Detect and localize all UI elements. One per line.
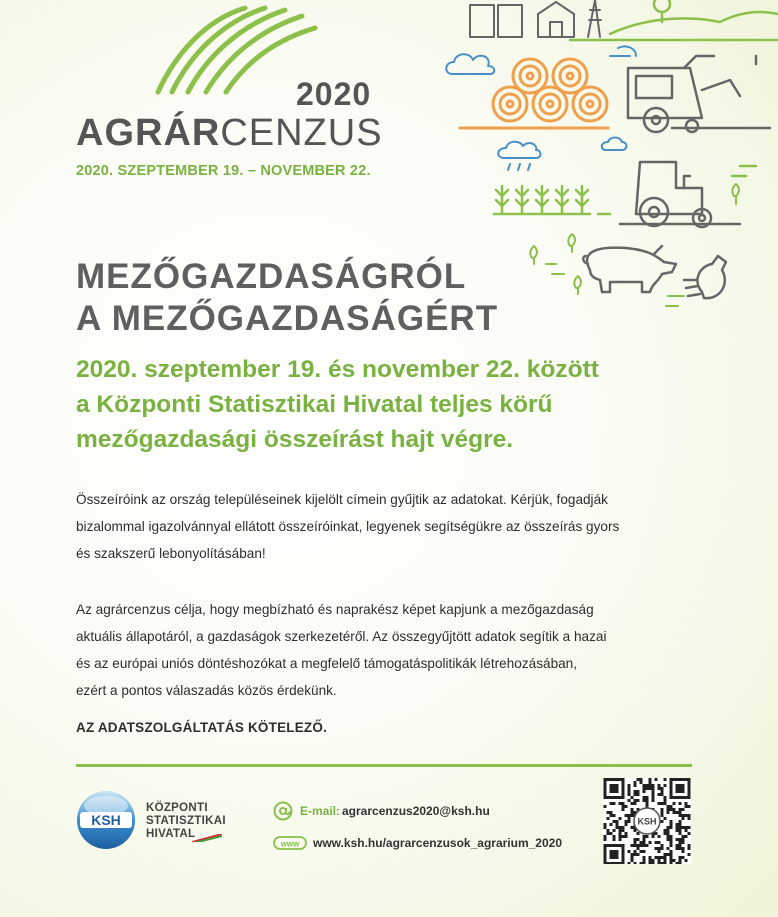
subhead-line-3: mezőgazdasági összeírást hajt végre. (76, 426, 514, 453)
website-link[interactable]: www.ksh.hu/agrarcenzusok_agrarium_2020 (313, 836, 562, 850)
para1-line-3: és szakszerű lebonyolításában! (76, 546, 266, 561)
subhead-line-1: 2020. szeptember 19. és november 22. között (76, 356, 599, 383)
sprout-icon (530, 234, 684, 306)
para2-line-1: Az agrárcenzus célja, hogy megbízható és naprakész képet kapjunk a mezőgazdaság (76, 602, 594, 617)
www-icon (273, 835, 307, 851)
at-sign-icon (273, 801, 293, 821)
pig-icon (583, 246, 676, 292)
para1-line-1: Összeíróink az ország településeinek kijelölt címein gyűjtik az adatokat. Kérjük, fogadják (76, 492, 608, 507)
subheading (76, 352, 636, 457)
ksh-name-line-3: HIVATAL (146, 828, 196, 840)
email-link[interactable]: agrarcenzus2020@ksh.hu (342, 804, 490, 818)
ksh-logo-icon (76, 790, 136, 850)
ksh-name-line-1: KÖZPONTI (146, 802, 208, 814)
para2-line-2: aktuális állapotáról, a gazdaságok szerkezetéről. Az összegyűjtött adatok segítik a hazai (76, 629, 607, 644)
silos-icon (470, 0, 601, 37)
agrarcenzus-logo-swoosh (150, 0, 320, 95)
leaf-icon (732, 184, 739, 204)
logo-word-strong: AGRÁR (76, 112, 221, 154)
harvester-icon (628, 56, 770, 132)
hen-icon (684, 256, 726, 298)
crops-icon (494, 166, 756, 214)
main-headline (76, 256, 498, 340)
logo-wordmark (76, 112, 383, 155)
mandatory-notice: AZ ADATSZOLGÁLTATÁS KÖTELEZŐ. (76, 720, 328, 735)
hungarian-flag-stripe-icon (192, 834, 222, 842)
para2-line-4: ezért a pontos válaszadás közös érdekünk. (76, 683, 337, 698)
footer-divider (76, 764, 692, 767)
body-paragraph-1 (76, 486, 686, 567)
census-dates: 2020. SZEPTEMBER 19. – NOVEMBER 22. (76, 163, 371, 179)
headline-line-1: MEZŐGAZDASÁGRÓL (76, 257, 467, 296)
qr-code-icon (603, 778, 691, 864)
body-paragraph-2 (76, 596, 686, 704)
headline-line-2: A MEZŐGAZDASÁGÉRT (76, 299, 499, 338)
hay-bales-icon (460, 59, 608, 128)
logo-word-light: CENZUS (220, 112, 383, 154)
www-icon-text: www (280, 839, 300, 849)
ksh-badge-text: KSH (91, 812, 121, 828)
logo-year: 2020 (296, 76, 372, 112)
ksh-name-line-2: STATISZTIKAI (146, 815, 226, 827)
email-label: E-mail: (300, 804, 341, 818)
subhead-line-2: a Központi Statisztikai Hivatal teljes körű (76, 391, 553, 418)
para1-line-2: bizalommal igazolvánnyal ellátott összeíróinkat, legyenek segítségükre az összeírás gyors (76, 519, 620, 534)
tractor-icon (620, 162, 740, 227)
qr-badge-text: KSH (637, 816, 657, 827)
cloud-icon (446, 54, 494, 74)
rain-cloud-icon (498, 138, 626, 171)
para2-line-3: és az európai uniós döntéshozókat a megfelelő támogatáspolitikák létrehozásában, (76, 656, 578, 671)
